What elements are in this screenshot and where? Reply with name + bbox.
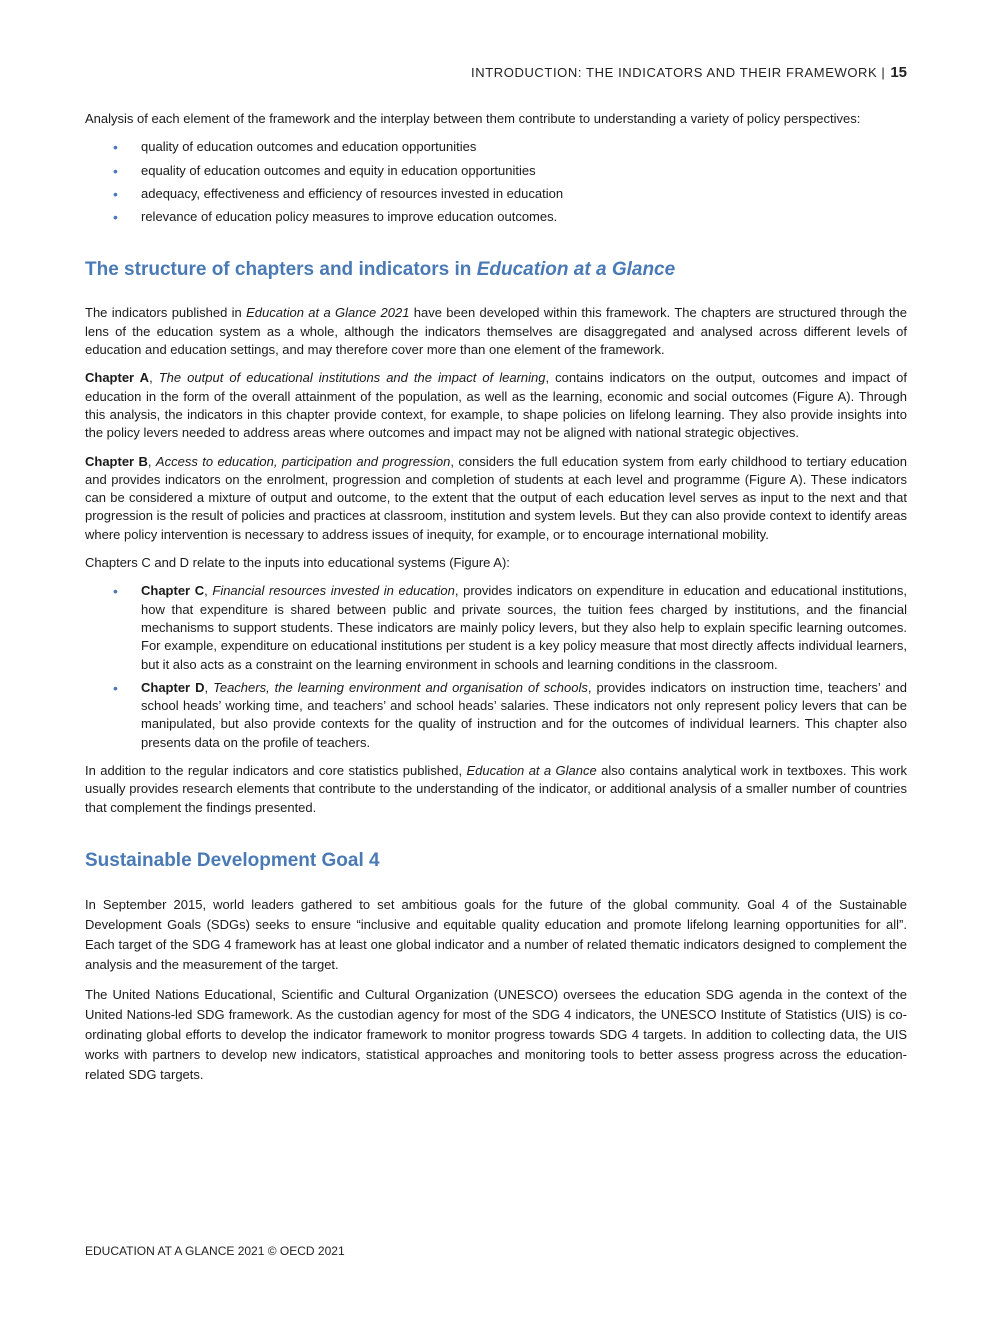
chapter-b-label: Chapter B — [85, 453, 148, 469]
heading-italic-title: Education at a Glance — [476, 259, 676, 281]
heading-text: The structure of chapters and indicators in — [85, 259, 477, 281]
structure-paragraph — [85, 304, 907, 359]
chapter-c-title: Financial resources invested in education — [212, 583, 455, 599]
publication-title: Education at a Glance — [466, 763, 597, 779]
chapter-a-title: The output of educational institutions and the impact of learning — [158, 370, 546, 386]
text-run: , considers the full education system from early childhood to tertiary education and provides indicators on the enrolment, progression and completion of students at each level and programme (Figure A). These indicators can be considered a mixture of output and outcome, to the extent that the output of each education level serves as input to the next and that progression is the result of policies and practices at classroom, institution and system levels. But they can also provide context to identify areas where policy intervention is necessary to address issues of inequity, for example, or to encourage international mobility. — [85, 453, 907, 542]
text-run: , — [147, 453, 156, 469]
list-item: • adequacy, effectiveness and efficiency of resources invested in education — [141, 185, 907, 203]
running-title: INTRODUCTION: THE INDICATORS AND THEIR FRAMEWORK — [471, 65, 878, 80]
list-item — [141, 679, 907, 752]
list-item: • equality of education outcomes and equity in education opportunities — [141, 162, 907, 180]
text-run: In addition to the regular indicators and core statistics published, — [85, 763, 467, 779]
list-item — [141, 582, 907, 673]
section-heading-structure — [85, 258, 907, 282]
text-run: The indicators published in — [85, 305, 247, 321]
section-heading-sdg4: Sustainable Development Goal 4 — [85, 849, 380, 871]
publication-title: Education at a Glance 2021 — [246, 305, 410, 321]
chapter-c-label: Chapter C — [141, 583, 205, 599]
chapter-b-title: Access to education, participation and progression — [155, 453, 451, 469]
sdg-paragraph-1: In September 2015, world leaders gathered to set ambitious goals for the future of the global community. Goal 4 of the Sustainable Development Goals (SDGs) seeks to ensure “inclusive and equitable quality education and promote lifelong learning opportunities for all”. Each target of the SDG 4 framework has at least one global indicator and a number of related thematic indicators designed to complement the analysis and the measurement of the target. — [85, 896, 907, 972]
chapter-d-title: Teachers, the learning environment and organisation of schools — [213, 679, 588, 695]
text-run: , provides indicators on expenditure in education and educational institutions, how that expenditure is shared between public and private sources, the tuition fees charged by institutions, and the financial mechanisms to support students. These indicators are mainly policy levers, but they also help to explain specific learning outcomes. For example, expenditure on educational institutions per student is a key policy measure that most directly affects individual learners, but it also acts as a constraint on the learning environment in schools and learning conditions in the classroom. — [141, 583, 907, 672]
sdg-paragraph-2: The United Nations Educational, Scientific and Cultural Organization (UNESCO) oversees the education SDG agenda in the context of the United Nations-led SDG framework. As the custodian agency for most of the SDG 4 indicators, the UNESCO Institute of Statistics (UIS) is co-ordinating global efforts to develop the indicator framework to monitor progress towards SDG 4 targets. In addition to collecting data, the UIS works with partners to develop new indicators, statistical approaches and monitoring tools to better assess progress across the education-related SDG targets. — [85, 986, 907, 1082]
text-run: , — [204, 583, 213, 599]
header-separator: | — [881, 65, 886, 80]
page-footer: EDUCATION AT A GLANCE 2021 © OECD 2021 — [85, 1244, 345, 1258]
analytical-work-paragraph — [85, 762, 907, 817]
chapters-cd-intro: Chapters C and D relate to the inputs into educational systems (Figure A): — [85, 555, 510, 571]
page-number: 15 — [890, 64, 907, 81]
chapter-b-paragraph — [85, 453, 907, 544]
text-run: , provides indicators on instruction time, teachers’ and school heads’ working time, and teachers’ and school heads’ salaries. These indicators not only represent policy levers that can be manipulated, but also provide contexts for the quality of instruction and for the outcomes of individual learners. This chapter also presents data on the profile of teachers. — [141, 679, 907, 750]
text-run: , — [149, 370, 159, 386]
text-run: , contains indicators on the output, outcomes and impact of education in the form of the overall attainment of the population, as well as the learning, economic and social outcomes (Figure A). Through this analysis, the indicators in this chapter provide context, for example, to shape policies on lifelong learning. They also provide insights into the policy levers needed to address areas where outcomes and impact may not be aligned with national strategic objectives. — [85, 370, 907, 441]
text-run: have been developed within this framework. The chapters are structured through the lens of the education system as a whole, although the indicators themselves are disaggregated and analysed across different levels of education and education settings, and may therefore cover more than one element of the framework. — [85, 305, 907, 358]
intro-paragraph: Analysis of each element of the framework and the interplay between them contribute to understanding a variety of policy perspectives: — [85, 111, 861, 126]
chapters-cd-list — [85, 582, 907, 752]
chapter-d-label: Chapter D — [141, 679, 205, 695]
perspectives-list — [85, 138, 907, 226]
running-header — [471, 64, 907, 81]
list-item: • relevance of education policy measures to improve education outcomes. — [141, 208, 907, 226]
text-run: also contains analytical work in textboxes. This work usually provides research elements that contribute to the understanding of the indicator, or additional analysis of a smaller number of countries that complement the findings presented. — [85, 763, 907, 815]
list-item: • quality of education outcomes and education opportunities — [141, 138, 907, 156]
chapter-a-paragraph — [85, 369, 907, 442]
text-run: , — [204, 679, 214, 695]
main-content — [85, 110, 907, 1095]
chapter-a-label: Chapter A — [85, 370, 150, 386]
